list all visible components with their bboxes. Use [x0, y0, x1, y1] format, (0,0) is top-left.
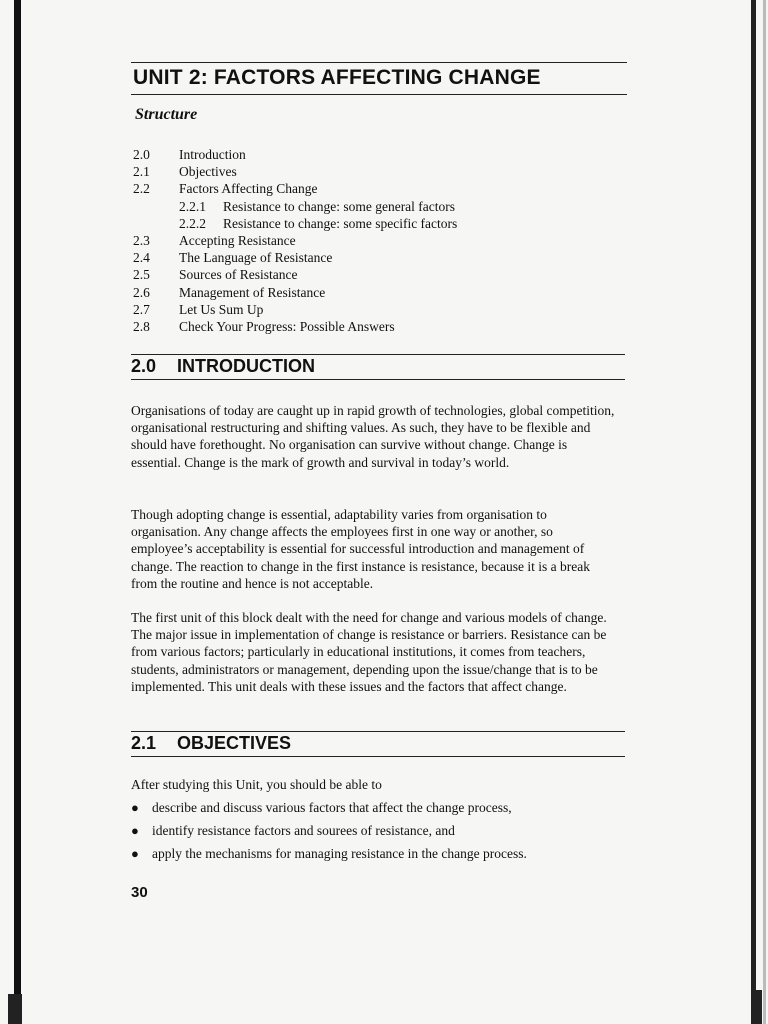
toc-item: 2.1 Objectives — [133, 164, 237, 180]
toc-item: 2.5 Sources of Resistance — [133, 267, 298, 283]
bullet-icon: ● — [131, 823, 139, 838]
objectives-lead: After studying this Unit, you should be able to — [131, 777, 382, 792]
structure-heading: Structure — [135, 106, 198, 123]
table-of-contents — [133, 146, 457, 335]
toc-item: 2.0 Introduction — [133, 147, 246, 162]
page-number: 30 — [131, 884, 148, 901]
toc-item: 2.4 The Language of Resistance — [133, 250, 333, 266]
objectives-heading: 2.1 OBJECTIVES — [131, 731, 625, 757]
list-item: ● identify resistance factors and sourees of resistance, and — [131, 823, 455, 838]
toc-item: 2.7 Let Us Sum Up — [133, 301, 264, 317]
intro-paragraph-1: Organisations of today are caught up in rapid growth of technologies, global competition, organisational restructuring and shifting values. As such, they have to be flexible and should have forethought. No organisation can survive without change. Change is essential. Change is the mark of growth and survival in today’s world. — [131, 403, 615, 470]
toc-subitem: 2.2.1 Resistance to change: some general factors — [179, 198, 456, 214]
scan-corner-mark-right — [756, 990, 762, 1024]
toc-item: 2.6 Management of Resistance — [133, 284, 326, 300]
bullet-icon: ● — [131, 846, 139, 861]
toc-item: 2.2 Factors Affecting Change — [133, 181, 318, 197]
introduction-heading: 2.0 INTRODUCTION — [131, 354, 625, 380]
intro-paragraph-2: Though adopting change is essential, adaptability varies from organisation to organisation. Any change affects the employees first in one way or another, so employee’s acceptability is essential for successful introduction and management of change. The reaction to change in the first instance is resistance, because it is a break from the routine and hence is not acceptable. — [131, 507, 590, 591]
scan-right-shadow — [763, 0, 766, 1024]
toc-item: 2.3 Accepting Resistance — [133, 233, 296, 249]
list-item: ● describe and discuss various factors that affect the change process, — [131, 800, 512, 815]
bullet-icon: ● — [131, 800, 139, 815]
unit-title: UNIT 2: FACTORS AFFECTING CHANGE — [131, 62, 627, 95]
scan-corner-mark — [8, 994, 22, 1024]
toc-item: 2.8 Check Your Progress: Possible Answers — [133, 319, 395, 335]
objectives-list — [131, 800, 617, 869]
toc-subitem: 2.2.2 Resistance to change: some specific factors — [179, 215, 458, 231]
intro-paragraph-3: The first unit of this block dealt with the need for change and various models of change. The major issue in implementation of change is resistance or barriers. Resistance can be from various factors; particularly in educational institutions, it comes from teachers, students, administrators or management, depending upon the issue/change that is to be implemented. This unit deals with these issues and the factors that affect change. — [131, 610, 607, 694]
list-item: ● apply the mechanisms for managing resistance in the change process. — [131, 846, 527, 861]
scan-right-edge — [751, 0, 756, 1024]
scan-left-edge — [14, 0, 21, 1024]
